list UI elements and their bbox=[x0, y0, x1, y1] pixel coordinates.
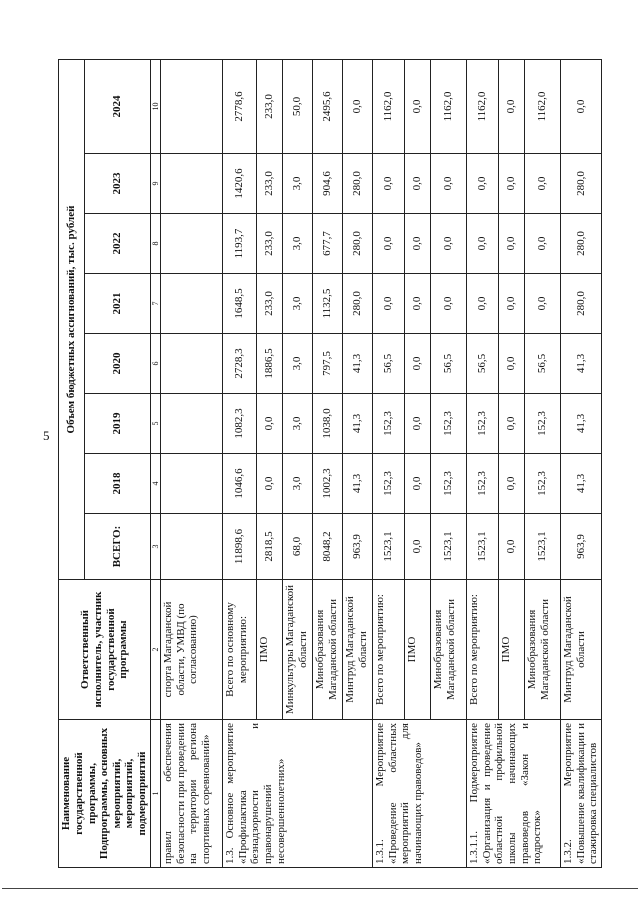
value-cell: 152,3 bbox=[373, 394, 405, 454]
index-cell: 5 bbox=[151, 394, 161, 454]
value-cell: 963,9 bbox=[343, 514, 373, 580]
value-cell: 0,0 bbox=[499, 274, 525, 334]
value-cell: 0,0 bbox=[499, 454, 525, 514]
value-cell: 56,5 bbox=[467, 334, 499, 394]
value-cell: 152,3 bbox=[525, 454, 561, 514]
row-name: правил обеспечения безопасности при проведении на территории региона спортивных соревнований» bbox=[161, 720, 223, 868]
value-cell: 1648,5 bbox=[223, 274, 257, 334]
value-cell: 233,0 bbox=[257, 59, 283, 153]
value-cell: 0,0 bbox=[525, 154, 561, 214]
value-cell: 0,0 bbox=[405, 214, 431, 274]
value-cell: 3,0 bbox=[283, 454, 313, 514]
value-cell bbox=[161, 274, 223, 334]
value-cell: 1523,1 bbox=[373, 514, 405, 580]
value-cell: 1886,5 bbox=[257, 334, 283, 394]
value-cell: 280,0 bbox=[561, 274, 602, 334]
index-cell: 1 bbox=[151, 720, 161, 868]
value-cell: 233,0 bbox=[257, 214, 283, 274]
row-executor: ПМО bbox=[499, 580, 525, 720]
header-year: 2019 bbox=[85, 394, 151, 454]
value-cell: 0,0 bbox=[431, 274, 467, 334]
value-cell: 1420,6 bbox=[223, 154, 257, 214]
value-cell: 233,0 bbox=[257, 154, 283, 214]
page-number: 5 bbox=[43, 428, 50, 443]
header-year: 2023 bbox=[85, 154, 151, 214]
value-cell: 152,3 bbox=[467, 454, 499, 514]
row-executor: Всего по мероприятию: bbox=[373, 580, 405, 720]
bottom-rule bbox=[2, 888, 638, 889]
value-cell: 8048,2 bbox=[313, 514, 343, 580]
value-cell bbox=[161, 59, 223, 153]
value-cell: 280,0 bbox=[561, 154, 602, 214]
value-cell: 1162,0 bbox=[467, 59, 499, 153]
value-cell: 0,0 bbox=[373, 274, 405, 334]
index-cell: 7 bbox=[151, 274, 161, 334]
row-executor: Минкультуры Магаданской области bbox=[283, 580, 313, 720]
header-year: 2024 bbox=[85, 59, 151, 153]
value-cell: 0,0 bbox=[499, 334, 525, 394]
value-cell bbox=[161, 454, 223, 514]
value-cell: 0,0 bbox=[405, 394, 431, 454]
header-year: 2022 bbox=[85, 214, 151, 274]
index-cell: 6 bbox=[151, 334, 161, 394]
value-cell: 233,0 bbox=[257, 274, 283, 334]
value-cell: 280,0 bbox=[343, 214, 373, 274]
value-cell: 280,0 bbox=[343, 274, 373, 334]
value-cell: 1132,5 bbox=[313, 274, 343, 334]
value-cell: 11898,6 bbox=[223, 514, 257, 580]
value-cell: 1523,1 bbox=[431, 514, 467, 580]
value-cell: 0,0 bbox=[257, 454, 283, 514]
value-cell: 152,3 bbox=[467, 394, 499, 454]
value-cell: 3,0 bbox=[283, 154, 313, 214]
value-cell: 3,0 bbox=[283, 214, 313, 274]
index-cell: 4 bbox=[151, 454, 161, 514]
index-cell: 8 bbox=[151, 214, 161, 274]
value-cell: 0,0 bbox=[499, 514, 525, 580]
value-cell: 68,0 bbox=[283, 514, 313, 580]
value-cell: 280,0 bbox=[343, 154, 373, 214]
value-cell: 0,0 bbox=[405, 454, 431, 514]
value-cell: 1162,0 bbox=[373, 59, 405, 153]
value-cell: 1002,3 bbox=[313, 454, 343, 514]
value-cell: 0,0 bbox=[499, 214, 525, 274]
row-name: 1.3.2. Мероприятие «Повышение квалификации и стажировка специалистов bbox=[561, 720, 602, 868]
value-cell: 152,3 bbox=[431, 454, 467, 514]
value-cell: 1082,3 bbox=[223, 394, 257, 454]
value-cell: 0,0 bbox=[499, 394, 525, 454]
value-cell: 50,0 bbox=[283, 59, 313, 153]
value-cell: 0,0 bbox=[525, 274, 561, 334]
value-cell bbox=[161, 214, 223, 274]
table-row bbox=[223, 59, 257, 867]
value-cell: 0,0 bbox=[373, 154, 405, 214]
header-year: 2018 bbox=[85, 454, 151, 514]
value-cell: 41,3 bbox=[561, 334, 602, 394]
row-executor: Всего по мероприятию: bbox=[467, 580, 499, 720]
budget-table bbox=[58, 59, 602, 868]
value-cell: 0,0 bbox=[525, 214, 561, 274]
value-cell: 152,3 bbox=[431, 394, 467, 454]
value-cell: 1162,0 bbox=[431, 59, 467, 153]
index-cell: 3 bbox=[151, 514, 161, 580]
index-cell: 2 bbox=[151, 580, 161, 720]
value-cell: 0,0 bbox=[431, 214, 467, 274]
value-cell bbox=[161, 154, 223, 214]
header-year: 2021 bbox=[85, 274, 151, 334]
value-cell: 41,3 bbox=[343, 394, 373, 454]
rotated-table-wrapper bbox=[58, 60, 633, 868]
value-cell: 1038,0 bbox=[313, 394, 343, 454]
value-cell: 0,0 bbox=[405, 59, 431, 153]
value-cell: 0,0 bbox=[343, 59, 373, 153]
value-cell: 152,3 bbox=[373, 454, 405, 514]
table-row bbox=[161, 59, 223, 867]
value-cell bbox=[161, 394, 223, 454]
index-cell: 9 bbox=[151, 154, 161, 214]
header-budget: Объем бюджетных ассигнований, тыс. рублей bbox=[59, 59, 85, 579]
index-cell: 10 bbox=[151, 59, 161, 153]
value-cell: 2728,3 bbox=[223, 334, 257, 394]
value-cell: 2778,6 bbox=[223, 59, 257, 153]
header-total: ВСЕГО: bbox=[85, 514, 151, 580]
value-cell: 56,5 bbox=[525, 334, 561, 394]
row-executor: Минтруд Магаданской области bbox=[343, 580, 373, 720]
value-cell: 3,0 bbox=[283, 394, 313, 454]
value-cell: 152,3 bbox=[525, 394, 561, 454]
value-cell: 0,0 bbox=[405, 154, 431, 214]
value-cell: 2818,5 bbox=[257, 514, 283, 580]
value-cell: 56,5 bbox=[431, 334, 467, 394]
table-row bbox=[561, 59, 602, 867]
value-cell: 0,0 bbox=[561, 59, 602, 153]
row-executor: ПМО bbox=[405, 580, 431, 720]
value-cell: 56,5 bbox=[373, 334, 405, 394]
value-cell: 41,3 bbox=[343, 334, 373, 394]
value-cell: 0,0 bbox=[405, 334, 431, 394]
table-row bbox=[373, 59, 405, 867]
value-cell: 3,0 bbox=[283, 274, 313, 334]
value-cell: 41,3 bbox=[561, 454, 602, 514]
value-cell: 904,6 bbox=[313, 154, 343, 214]
value-cell: 0,0 bbox=[467, 274, 499, 334]
value-cell: 1193,7 bbox=[223, 214, 257, 274]
value-cell: 1523,1 bbox=[467, 514, 499, 580]
value-cell bbox=[161, 514, 223, 580]
table-row bbox=[467, 59, 499, 867]
header-year: 2020 bbox=[85, 334, 151, 394]
row-name: 1.3.1.1. Подмероприятие «Организация и проведение областной профильной школы начинающих правоведов «Закон и подросток» bbox=[467, 720, 561, 868]
header-executor: Ответственный исполнитель, участник государственной программы bbox=[59, 580, 151, 720]
value-cell: 0,0 bbox=[373, 214, 405, 274]
value-cell: 797,5 bbox=[313, 334, 343, 394]
value-cell: 3,0 bbox=[283, 334, 313, 394]
header-name: Наименование государственной программы, Подпрограммы, основных мероприятий, мероприятий, подмероприятий bbox=[59, 720, 151, 868]
value-cell: 0,0 bbox=[467, 214, 499, 274]
value-cell: 41,3 bbox=[343, 454, 373, 514]
value-cell: 280,0 bbox=[561, 214, 602, 274]
row-executor: Всего по основному мероприятию: bbox=[223, 580, 257, 720]
row-executor: Минобразования Магаданской области bbox=[525, 580, 561, 720]
value-cell: 0,0 bbox=[431, 154, 467, 214]
index-row bbox=[151, 59, 161, 867]
value-cell: 0,0 bbox=[467, 154, 499, 214]
value-cell bbox=[161, 334, 223, 394]
value-cell: 1046,6 bbox=[223, 454, 257, 514]
row-executor: Минобразования Магаданской области bbox=[313, 580, 343, 720]
row-name: 1.3. Основное мероприятие «Профилактика безнадзорности и правонарушений несовершеннолетних» bbox=[223, 720, 373, 868]
value-cell: 0,0 bbox=[499, 59, 525, 153]
value-cell: 0,0 bbox=[405, 274, 431, 334]
value-cell: 0,0 bbox=[257, 394, 283, 454]
row-name: 1.3.1. Мероприятие «Проведение областных мероприятий для начинающих правоведов» bbox=[373, 720, 467, 868]
row-executor: Минтруд Магаданской области bbox=[561, 580, 602, 720]
value-cell: 2495,6 bbox=[313, 59, 343, 153]
value-cell: 1523,1 bbox=[525, 514, 561, 580]
value-cell: 1162,0 bbox=[525, 59, 561, 153]
row-executor: Минобразования Магаданской области bbox=[431, 580, 467, 720]
value-cell: 0,0 bbox=[499, 154, 525, 214]
row-executor: ПМО bbox=[257, 580, 283, 720]
value-cell: 963,9 bbox=[561, 514, 602, 580]
value-cell: 677,7 bbox=[313, 214, 343, 274]
value-cell: 41,3 bbox=[561, 394, 602, 454]
value-cell: 0,0 bbox=[405, 514, 431, 580]
row-executor: спорта Магаданской области, УМВД (по согласованию) bbox=[161, 580, 223, 720]
